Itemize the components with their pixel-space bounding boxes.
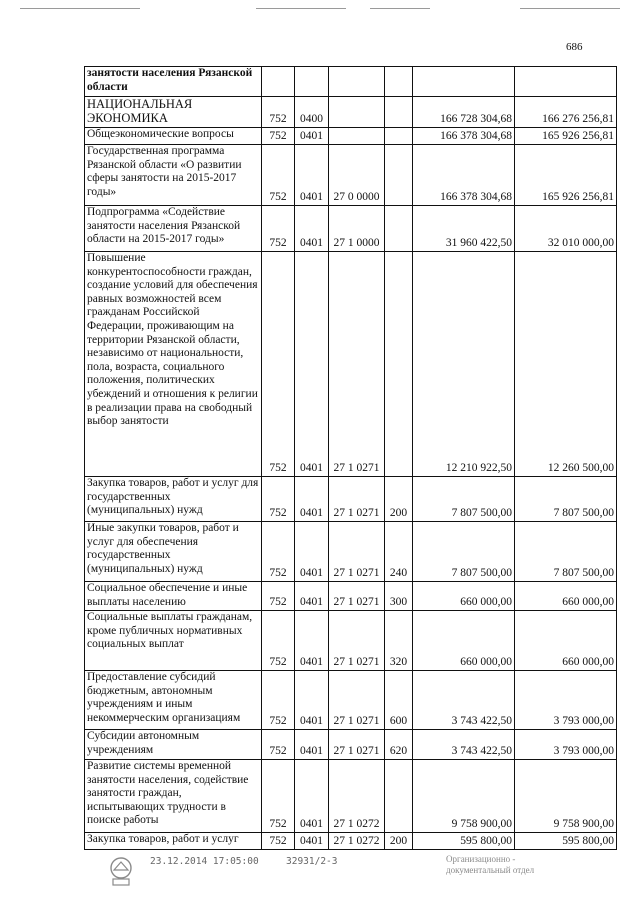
cell-vr: 320 — [385, 611, 413, 671]
scan-edge-line — [20, 8, 140, 9]
cell-razdel: 0401 — [295, 522, 329, 582]
cell-csr: 27 1 0272 — [329, 760, 385, 833]
cell-vr: 620 — [385, 730, 413, 760]
cell-csr: 27 1 0000 — [329, 206, 385, 252]
cell-sum-2015: 166 728 304,68 — [413, 97, 515, 128]
cell-razdel: 0401 — [295, 582, 329, 611]
row-name: Закупка товаров, работ и услуг для государственных (муниципальных) нужд — [85, 477, 262, 522]
table-row — [85, 145, 617, 206]
cell-sum-2016: 12 260 500,00 — [515, 252, 617, 477]
cell-ved: 752 — [262, 760, 295, 833]
cell-sum-2015: 31 960 422,50 — [413, 206, 515, 252]
table-row — [85, 128, 617, 145]
cell-razdel: 0401 — [295, 760, 329, 833]
cell-csr — [329, 67, 385, 97]
cell-sum-2016: 166 276 256,81 — [515, 97, 617, 128]
scan-datetime: 23.12.2014 17:05:00 — [150, 856, 259, 867]
table-row — [85, 582, 617, 611]
cell-vr: 600 — [385, 671, 413, 730]
table-row — [85, 206, 617, 252]
row-name: Социальное обеспечение и иные выплаты населению — [85, 582, 262, 611]
cell-sum-2015: 166 378 304,68 — [413, 145, 515, 206]
cell-sum-2015 — [413, 67, 515, 97]
table-row — [85, 760, 617, 833]
cell-vr: 300 — [385, 582, 413, 611]
cell-ved: 752 — [262, 522, 295, 582]
cell-csr: 27 1 0271 — [329, 477, 385, 522]
cell-sum-2016 — [515, 67, 617, 97]
cell-sum-2015: 595 800,00 — [413, 833, 515, 850]
table-row — [85, 67, 617, 97]
cell-sum-2015: 660 000,00 — [413, 611, 515, 671]
cell-razdel: 0401 — [295, 611, 329, 671]
cell-ved: 752 — [262, 252, 295, 477]
cell-ved: 752 — [262, 730, 295, 760]
scan-edge-line — [370, 8, 430, 9]
cell-vr — [385, 145, 413, 206]
cell-razdel: 0401 — [295, 671, 329, 730]
cell-sum-2015: 166 378 304,68 — [413, 128, 515, 145]
cell-razdel: 0401 — [295, 206, 329, 252]
table-row — [85, 97, 617, 128]
cell-razdel: 0401 — [295, 730, 329, 760]
row-name: Социальные выплаты гражданам, кроме публичных нормативных социальных выплат — [85, 611, 262, 671]
cell-ved: 752 — [262, 477, 295, 522]
cell-sum-2016: 7 807 500,00 — [515, 522, 617, 582]
page-number: 686 — [566, 41, 583, 53]
cell-sum-2016: 660 000,00 — [515, 582, 617, 611]
row-name: Закупка товаров, работ и услуг — [85, 833, 262, 850]
table-row — [85, 252, 617, 477]
cell-sum-2016: 3 793 000,00 — [515, 730, 617, 760]
cell-csr: 27 1 0271 — [329, 730, 385, 760]
scan-footer — [0, 852, 640, 905]
row-name: Иные закупки товаров, работ и услуг для обеспечения государственных (муниципальных) нужд — [85, 522, 262, 582]
cell-sum-2016: 165 926 256,81 — [515, 145, 617, 206]
cell-vr — [385, 206, 413, 252]
cell-sum-2015: 7 807 500,00 — [413, 477, 515, 522]
cell-csr: 27 0 0000 — [329, 145, 385, 206]
document-code: 32931/2-3 — [286, 856, 338, 867]
cell-ved: 752 — [262, 97, 295, 128]
cell-vr — [385, 67, 413, 97]
cell-sum-2016: 32 010 000,00 — [515, 206, 617, 252]
department-stamp-text: Организационно - документальный отдел — [446, 854, 535, 875]
archive-stamp-icon — [104, 854, 138, 888]
cell-ved: 752 — [262, 833, 295, 850]
budget-table — [84, 66, 617, 850]
cell-csr: 27 1 0271 — [329, 252, 385, 477]
cell-vr — [385, 97, 413, 128]
row-name: Повышение конкурентоспособности граждан, создание условий для обеспечения равных возможностей всем гражданам Российской Федерации, проживающим на территории Рязанской области, независимо от национальности, пола, возраста, социального положения, политических убеждений и отношения к религии в реализации права на свободный выбор занятости — [85, 252, 262, 477]
cell-ved: 752 — [262, 206, 295, 252]
row-name: Предоставление субсидий бюджетным, автономным учреждениям и иным некоммерческим организациям — [85, 671, 262, 730]
row-name: Развитие системы временной занятости населения, содействие занятости граждан, испытывающих трудности в поиске работы — [85, 760, 262, 833]
cell-csr: 27 1 0272 — [329, 833, 385, 850]
table-row — [85, 833, 617, 850]
cell-vr: 200 — [385, 477, 413, 522]
table-row — [85, 477, 617, 522]
cell-csr — [329, 128, 385, 145]
cell-sum-2015: 3 743 422,50 — [413, 671, 515, 730]
cell-razdel — [295, 67, 329, 97]
cell-sum-2016: 7 807 500,00 — [515, 477, 617, 522]
table-row — [85, 522, 617, 582]
table-row — [85, 611, 617, 671]
table-row — [85, 730, 617, 760]
cell-csr: 27 1 0271 — [329, 582, 385, 611]
cell-razdel: 0401 — [295, 128, 329, 145]
cell-csr: 27 1 0271 — [329, 671, 385, 730]
cell-sum-2015: 9 758 900,00 — [413, 760, 515, 833]
cell-razdel: 0401 — [295, 477, 329, 522]
cell-ved: 752 — [262, 128, 295, 145]
row-name: Подпрограмма «Содействие занятости населения Рязанской области на 2015-2017 годы» — [85, 206, 262, 252]
cell-vr — [385, 128, 413, 145]
table-row — [85, 671, 617, 730]
cell-sum-2016: 165 926 256,81 — [515, 128, 617, 145]
row-name: Субсидии автономным учреждениям — [85, 730, 262, 760]
cell-razdel: 0401 — [295, 833, 329, 850]
cell-ved: 752 — [262, 582, 295, 611]
row-name: Государственная программа Рязанской области «О развитии сферы занятости на 2015-2017 годы» — [85, 145, 262, 206]
cell-vr: 200 — [385, 833, 413, 850]
cell-razdel: 0400 — [295, 97, 329, 128]
cell-sum-2016: 660 000,00 — [515, 611, 617, 671]
cell-ved — [262, 67, 295, 97]
scan-edge-line — [256, 8, 346, 9]
cell-vr: 240 — [385, 522, 413, 582]
cell-sum-2016: 3 793 000,00 — [515, 671, 617, 730]
cell-ved: 752 — [262, 671, 295, 730]
scan-edge-line — [520, 8, 620, 9]
cell-sum-2015: 660 000,00 — [413, 582, 515, 611]
cell-sum-2015: 12 210 922,50 — [413, 252, 515, 477]
cell-razdel: 0401 — [295, 252, 329, 477]
cell-vr — [385, 252, 413, 477]
row-name: занятости населения Рязанской области — [85, 67, 262, 97]
cell-sum-2016: 595 800,00 — [515, 833, 617, 850]
cell-sum-2015: 3 743 422,50 — [413, 730, 515, 760]
cell-vr — [385, 760, 413, 833]
row-name: НАЦИОНАЛЬНАЯ ЭКОНОМИКА — [85, 97, 262, 128]
cell-ved: 752 — [262, 611, 295, 671]
cell-razdel: 0401 — [295, 145, 329, 206]
cell-ved: 752 — [262, 145, 295, 206]
cell-csr: 27 1 0271 — [329, 611, 385, 671]
cell-sum-2015: 7 807 500,00 — [413, 522, 515, 582]
cell-sum-2016: 9 758 900,00 — [515, 760, 617, 833]
cell-csr — [329, 97, 385, 128]
row-name: Общеэкономические вопросы — [85, 128, 262, 145]
cell-csr: 27 1 0271 — [329, 522, 385, 582]
